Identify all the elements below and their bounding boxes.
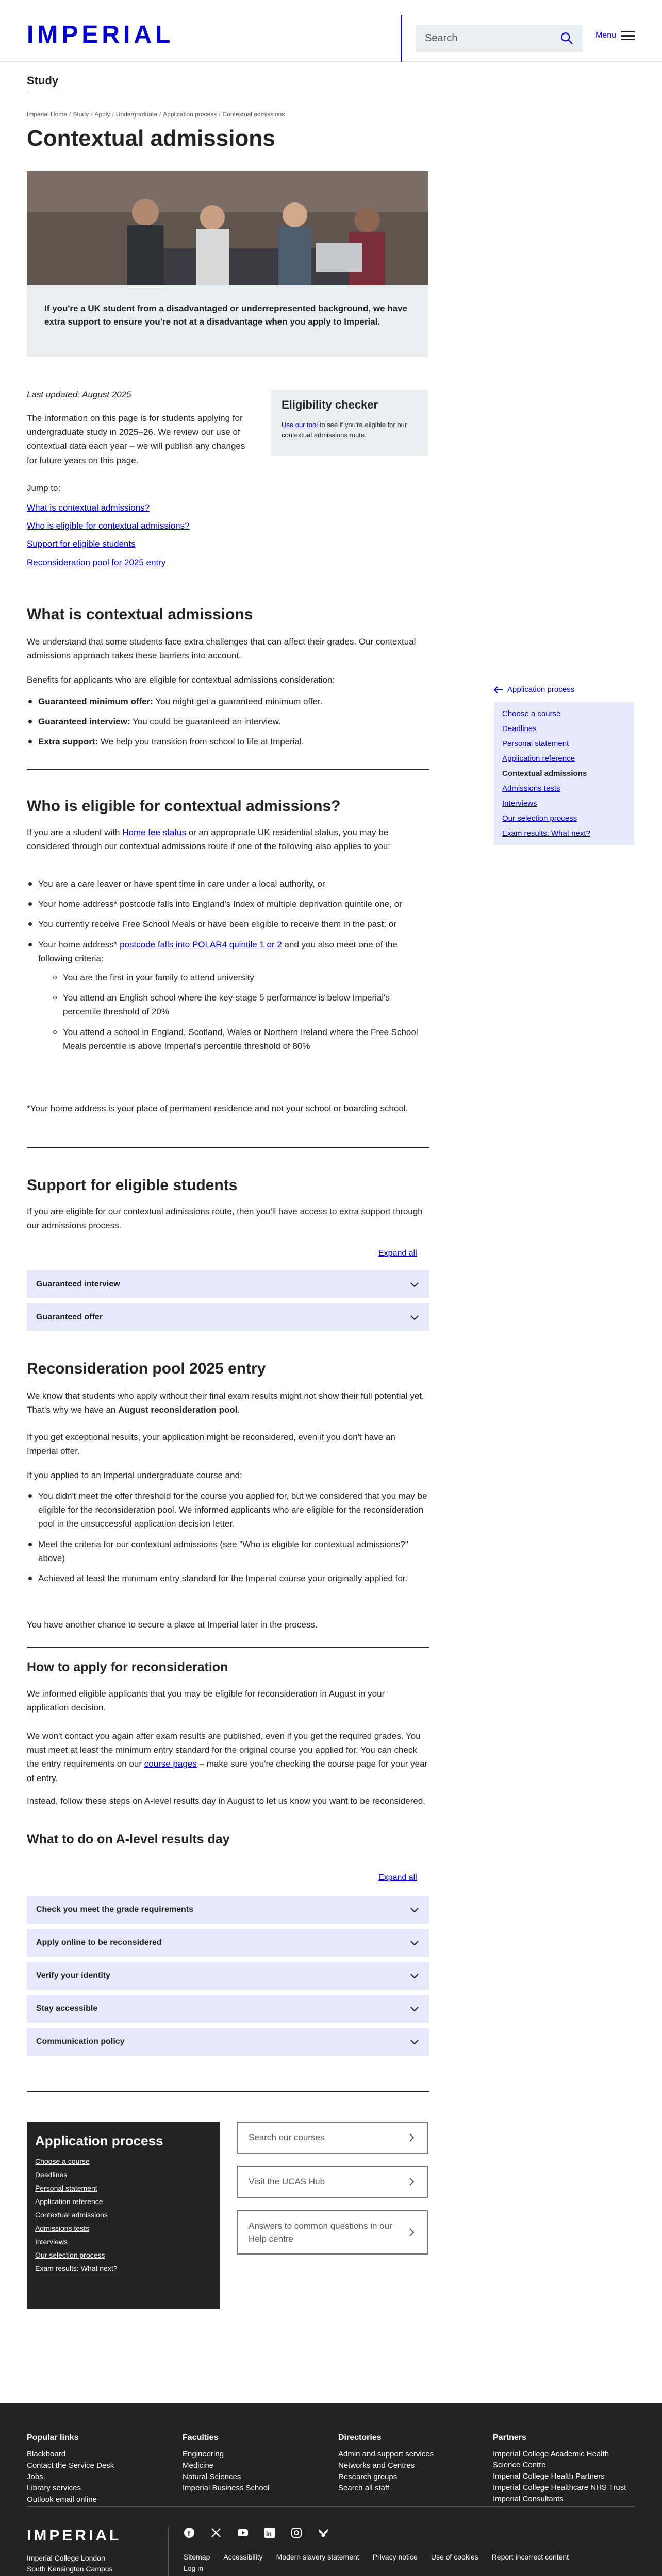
application-process-title: Application process xyxy=(35,2133,163,2148)
breadcrumb-item[interactable]: Apply xyxy=(94,111,110,118)
chevron-down-icon xyxy=(409,1938,420,1948)
sidenav-item[interactable]: Interviews xyxy=(502,799,537,808)
chevron-down-icon xyxy=(409,2004,420,2014)
recon-paragraph: You have another chance to secure a place at Imperial later in the process. xyxy=(27,1620,318,1630)
home-address-note: *Your home address is your place of permanent residence and not your school or boarding school. xyxy=(27,1104,408,1113)
header-divider xyxy=(401,15,402,62)
breadcrumb-item[interactable]: Application process xyxy=(163,111,217,118)
list-item: You are a care leaver or have spent time in care under a local authority, or xyxy=(27,877,429,891)
jump-link[interactable]: What is contextual admissions? xyxy=(27,503,150,513)
footer-link[interactable]: Imperial Consultants xyxy=(493,2495,564,2504)
expand-all-button[interactable]: Expand all xyxy=(378,1873,417,1882)
footer-logo[interactable]: IMPERIAL xyxy=(27,2527,122,2544)
chevron-down-icon xyxy=(409,1279,420,1290)
list-item: Your home address* postcode falls into POLAR4 quintile 1 or 2 and you also meet one of the following criteria: You are the first in your family to attend university You attend an English school where the key-stage 5 performance is below Imperial's percentile threshold of 20% You attend a school in England, Scotland, Wales or Northern Ireland where the Free School Meals percentile is above Imperial's percentile threshold of 80% xyxy=(27,938,429,1053)
svg-text:in: in xyxy=(266,2530,272,2537)
footer-link[interactable]: Engineering xyxy=(183,2450,224,2459)
chevron-down-icon xyxy=(409,1971,420,1981)
polar4-link[interactable]: postcode falls into POLAR4 quintile 1 or 2 xyxy=(120,939,282,950)
menu-label: Menu xyxy=(595,31,617,40)
footer-address: Imperial College London South Kensington Campus xyxy=(27,2554,113,2573)
breadcrumb-item[interactable]: Imperial Home xyxy=(27,111,68,118)
howto-paragraph: We won't contact you again after exam results are published, even if you get the required grades. You must meet at least the minimum entry standard for the original course you applied for. You can check the entry requirements on our course pages – make sure you're checking the course page for your year of entry. xyxy=(27,1731,428,1783)
howto-heading: How to apply for reconsideration xyxy=(27,1660,228,1674)
chevron-down-icon xyxy=(409,2037,420,2047)
jump-links xyxy=(27,501,429,573)
section-divider xyxy=(27,1647,429,1648)
chevron-right-icon xyxy=(406,2177,417,2187)
who-paragraph: If you are a student with Home fee status or an appropriate UK residential status, you may be considered through our contextual admissions route if one of the following also applies to you: xyxy=(27,827,390,852)
what-heading: What is contextual admissions xyxy=(27,606,253,623)
footer-col-faculties xyxy=(183,2432,317,2494)
intro-paragraph: The information on this page is for students applying for undergraduate study in 2025–26. We review our use of contextual data each year – we will publish any changes for future years on this page. xyxy=(27,413,245,465)
eligibility-checker xyxy=(271,390,428,456)
last-updated: Last updated: August 2025 xyxy=(27,389,131,399)
footer-link[interactable]: Privacy notice xyxy=(372,2553,418,2561)
footer-col-title: Faculties xyxy=(183,2433,219,2442)
accordion-guaranteed-offer[interactable]: Guaranteed offer xyxy=(27,1303,429,1331)
sidenav-back-link[interactable]: Application process xyxy=(494,685,634,694)
bluesky-icon[interactable] xyxy=(318,2527,329,2538)
recon-paragraph: If you get exceptional results, your application might be reconsidered, even if you don't have an Imperial offer. xyxy=(27,1432,395,1456)
app-box-item[interactable]: Deadlines xyxy=(35,2171,68,2179)
svg-text:f: f xyxy=(188,2529,190,2537)
x-twitter-icon[interactable] xyxy=(210,2527,222,2538)
chevron-right-icon xyxy=(406,2227,417,2238)
footer-links xyxy=(184,2553,596,2572)
footer-link[interactable]: Imperial College Health Partners xyxy=(493,2472,605,2481)
section-divider xyxy=(27,2091,429,2092)
howto-paragraph: Instead, follow these steps on A-level results day in August to let us know you want to be reconsidered. xyxy=(27,1796,426,1806)
list-item: Achieved at least the minimum entry standard for the Imperial course your originally applied for. xyxy=(27,1571,429,1585)
eligibility-checker-title: Eligibility checker xyxy=(282,398,378,411)
footer-col-title: Directories xyxy=(338,2433,382,2442)
facebook-icon[interactable] xyxy=(184,2527,195,2538)
social-links xyxy=(184,2527,329,2538)
app-box-item[interactable]: Choose a course xyxy=(35,2157,90,2165)
section-title[interactable]: Study xyxy=(27,74,59,87)
footer-vertical-divider xyxy=(168,2527,169,2576)
list-item: You didn't meet the offer threshold for the course you applied for, but we considered that you may be eligible for the reconsideration pool. We informed applicants who are eligible for the reconsideration pool in the unsuccessful application decision letter. xyxy=(27,1489,429,1531)
search-placeholder: Search xyxy=(425,32,458,44)
list-item: Meet the criteria for our contextual admissions (see "Who is eligible for contextual admissions?" above) xyxy=(27,1537,429,1565)
recon-heading: Reconsideration pool 2025 entry xyxy=(27,1360,266,1377)
linkedin-icon[interactable] xyxy=(264,2527,275,2538)
results-heading: What to do on A-level results day xyxy=(27,1832,230,1846)
app-box-item[interactable]: Contextual admissions xyxy=(35,2211,108,2219)
sidenav-box xyxy=(494,702,634,845)
support-heading: Support for eligible students xyxy=(27,1177,238,1194)
who-heading: Who is eligible for contextual admissions? xyxy=(27,798,341,815)
breadcrumb-current: Contextual admissions xyxy=(222,111,285,118)
sub-list-item: You are the first in your family to attend university xyxy=(52,971,429,985)
accordion-stay-accessible[interactable]: Stay accessible xyxy=(27,1995,429,2023)
home-fee-status-link[interactable]: Home fee status xyxy=(122,827,186,837)
instagram-icon[interactable] xyxy=(291,2527,302,2538)
section-divider xyxy=(27,769,429,770)
help-centre-card[interactable]: Answers to common questions in our Help centre xyxy=(237,2210,428,2255)
footer-link[interactable]: Contact the Service Desk xyxy=(27,2461,114,2470)
footer-link[interactable]: Medicine xyxy=(183,2461,214,2470)
accordion-guaranteed-interview[interactable]: Guaranteed interview xyxy=(27,1270,429,1298)
benefits-list xyxy=(27,694,429,755)
footer-link[interactable]: Accessibility xyxy=(223,2553,263,2561)
breadcrumb-item[interactable]: Study xyxy=(73,111,89,118)
arrow-left-icon xyxy=(494,686,503,693)
youtube-icon[interactable] xyxy=(237,2527,249,2538)
page-title: Contextual admissions xyxy=(27,126,275,151)
footer-link[interactable]: Admin and support services xyxy=(338,2450,434,2459)
course-pages-link[interactable]: course pages xyxy=(144,1759,197,1769)
sidenav-item[interactable]: Deadlines xyxy=(502,724,537,733)
eligibility-tool-link[interactable]: Use our tool xyxy=(282,421,318,429)
menu-button[interactable] xyxy=(595,31,635,40)
support-paragraph: If you are eligible for our contextual admissions route, then you'll have access to extra support through our admissions process. xyxy=(27,1207,423,1231)
recon-paragraph: We know that students who apply without their final exam results might not show their full potential yet. That's why we have an August reconsideration pool. xyxy=(27,1391,424,1415)
sidenav-item-current[interactable]: Contextual admissions xyxy=(502,769,587,778)
jump-link[interactable]: Support for eligible students xyxy=(27,539,136,549)
search-courses-card[interactable]: Search our courses xyxy=(237,2122,428,2154)
footer-col-title: Partners xyxy=(493,2433,526,2442)
what-paragraph: We understand that some students face extra challenges that can affect their grades. Our contextual admissions approach takes these barriers into account. xyxy=(27,637,416,661)
site-footer xyxy=(0,2403,662,2576)
footer-link[interactable]: Search all staff xyxy=(338,2484,389,2493)
footer-link[interactable]: Networks and Centres xyxy=(338,2461,415,2470)
accordion-grade-requirements[interactable]: Check you meet the grade requirements xyxy=(27,1896,429,1924)
sidenav-item[interactable]: Admissions tests xyxy=(502,784,560,793)
jump-label: Jump to: xyxy=(27,483,61,493)
recon-paragraph: If you applied to an Imperial undergraduate course and: xyxy=(27,1470,242,1480)
footer-link[interactable]: Jobs xyxy=(27,2472,43,2482)
sidenav-item[interactable]: Exam results: What next? xyxy=(502,829,590,838)
breadcrumb: Imperial Home / Study / Apply / Undergraduate / Application process / Contextual admissions xyxy=(27,111,285,118)
chevron-right-icon xyxy=(406,2132,417,2143)
footer-link[interactable]: Log in xyxy=(184,2564,204,2572)
ucas-hub-card[interactable]: Visit the UCAS Hub xyxy=(237,2166,428,2198)
search-icon[interactable] xyxy=(560,31,573,45)
application-process-box xyxy=(27,2122,220,2309)
footer-link[interactable]: Outlook email online xyxy=(27,2495,97,2504)
breadcrumb-item[interactable]: Undergraduate xyxy=(115,111,157,118)
footer-link[interactable]: Imperial College Academic Health Science Centre xyxy=(493,2450,609,2470)
footer-link[interactable]: Use of cookies xyxy=(431,2553,478,2561)
footer-col-partners xyxy=(493,2432,637,2505)
benefits-intro: Benefits for applicants who are eligible for contextual admissions consideration: xyxy=(27,675,335,685)
footer-link[interactable]: Research groups xyxy=(338,2472,398,2482)
sidenav-item[interactable]: Choose a course xyxy=(502,709,561,718)
footer-link[interactable]: Library services xyxy=(27,2484,81,2493)
sidenav-item[interactable]: Our selection process xyxy=(502,814,577,823)
footer-link[interactable]: Sitemap xyxy=(184,2553,210,2561)
list-item: You currently receive Free School Meals or have been eligible to receive them in the past; or xyxy=(27,917,429,931)
search-input[interactable] xyxy=(416,25,583,52)
footer-col-directories xyxy=(338,2432,472,2494)
footer-col-title: Popular links xyxy=(27,2433,79,2442)
side-navigation xyxy=(494,685,634,845)
chevron-down-icon xyxy=(409,1312,420,1323)
howto-paragraph: We informed eligible applicants that you may be eligible for reconsideration in August in your application decision. xyxy=(27,1689,385,1713)
hero-caption: If you're a UK student from a disadvantaged or underrepresented background, we have extra support to ensure you're not at a disadvantage when you apply to Imperial. xyxy=(44,303,408,327)
footer-link[interactable]: Imperial Business School xyxy=(183,2484,270,2493)
jump-link[interactable]: Who is eligible for contextual admissions? xyxy=(27,521,190,531)
app-box-item[interactable]: Exam results: What next? xyxy=(35,2264,118,2273)
imperial-logo[interactable]: IMPERIAL xyxy=(27,21,174,48)
footer-link[interactable]: Report incorrect content xyxy=(491,2553,569,2561)
accordion-communication-policy[interactable]: Communication policy xyxy=(27,2028,429,2056)
app-box-item[interactable]: Interviews xyxy=(35,2238,68,2246)
site-header xyxy=(0,0,662,62)
recon-list xyxy=(27,1489,429,1591)
sidenav-item[interactable]: Application reference xyxy=(502,754,575,763)
sidenav-item[interactable]: Personal statement xyxy=(502,739,569,748)
sub-list-item: You attend a school in England, Scotland, Wales or Northern Ireland where the Free School Meals percentile is above Imperial's percentile threshold of 80% xyxy=(52,1025,429,1053)
app-box-item[interactable]: Admissions tests xyxy=(35,2224,90,2232)
list-item: Your home address* postcode falls into England's Index of multiple deprivation quintile one, or xyxy=(27,897,429,911)
list-item: Guaranteed interview: You could be guaranteed an interview. xyxy=(27,715,429,728)
accordion-apply-online[interactable]: Apply online to be reconsidered xyxy=(27,1929,429,1957)
jump-link[interactable]: Reconsideration pool for 2025 entry xyxy=(27,557,166,567)
hero-image xyxy=(27,171,428,285)
eligibility-list xyxy=(27,877,429,1059)
sub-list-item: You attend an English school where the key-stage 5 performance is below Imperial's percentile threshold of 20% xyxy=(52,991,429,1019)
list-item: Extra support: We help you transition from school to life at Imperial. xyxy=(27,735,429,749)
hamburger-icon xyxy=(621,31,635,40)
app-box-item[interactable]: Personal statement xyxy=(35,2184,97,2192)
section-divider xyxy=(27,1147,429,1148)
footer-link[interactable]: Imperial College Healthcare NHS Trust xyxy=(493,2483,626,2493)
footer-col-popular xyxy=(27,2432,161,2505)
list-item: Guaranteed minimum offer: You might get a guaranteed minimum offer. xyxy=(27,694,429,708)
eligibility-checker-text: to see if you're eligible for our contextual admissions route. xyxy=(282,421,407,439)
app-box-item[interactable]: Our selection process xyxy=(35,2251,105,2259)
footer-divider xyxy=(27,2506,635,2507)
expand-all-button[interactable]: Expand all xyxy=(378,1249,417,1258)
app-box-item[interactable]: Application reference xyxy=(35,2197,103,2206)
chevron-down-icon xyxy=(409,1905,420,1915)
footer-link[interactable]: Blackboard xyxy=(27,2450,66,2459)
hero-banner xyxy=(27,171,428,357)
footer-link[interactable]: Natural Sciences xyxy=(183,2472,241,2482)
footer-link[interactable]: Modern slavery statement xyxy=(276,2553,359,2561)
accordion-verify-identity[interactable]: Verify your identity xyxy=(27,1962,429,1990)
